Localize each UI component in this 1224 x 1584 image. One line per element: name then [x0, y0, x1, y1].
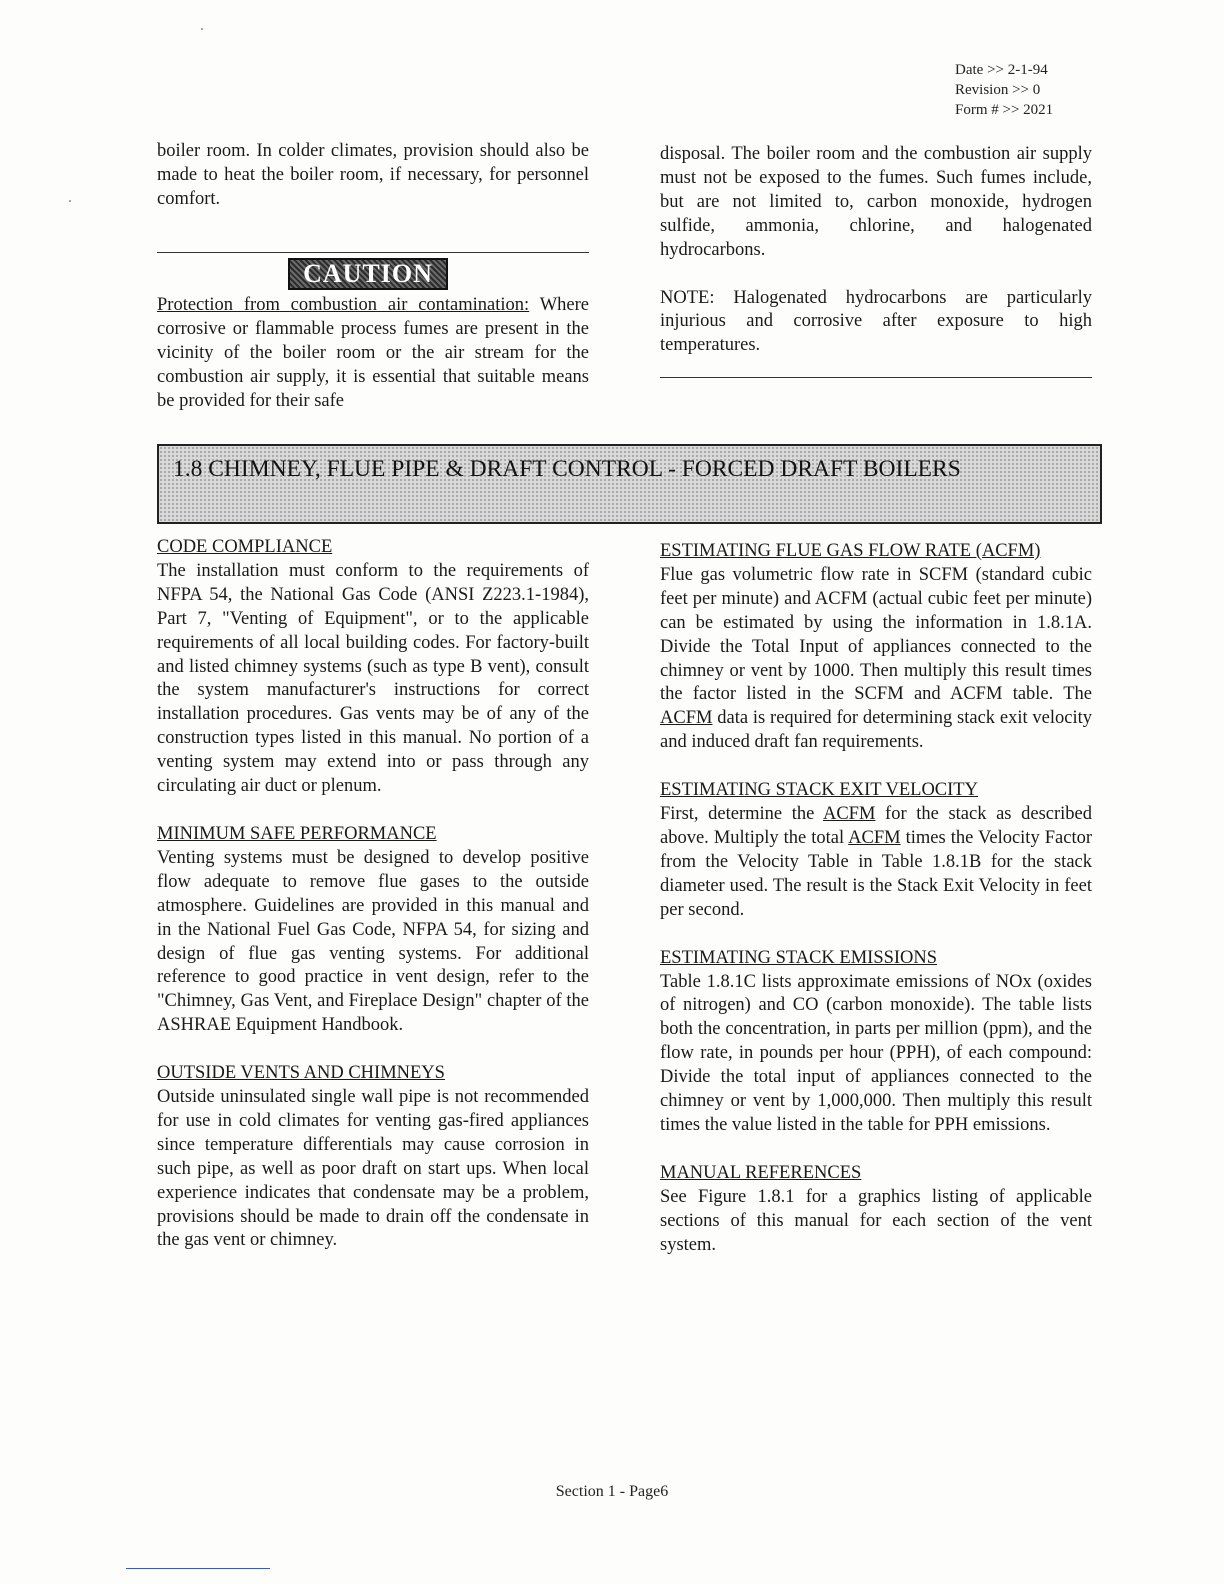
fumes-paragraph: disposal. The boiler room and the combustion air supply must not be exposed to the fumes. Such fumes include, but are not limited to, carbon monoxide, hydrogen sulfide, ammonia, chlorine, and halogenated hydrocarbons. — [660, 144, 1092, 260]
caution-body — [157, 294, 589, 414]
caution-heading: Protection from combustion air contamination: — [157, 295, 530, 315]
velocity-text-part2: for the stack as described above. Multiply the total — [660, 804, 1093, 848]
outside-vents-heading: OUTSIDE VENTS AND CHIMNEYS — [157, 1063, 445, 1084]
minimum-safe-performance-text: Venting systems must be designed to develop positive flow adequate to remove flue gases to the outside atmosphere. Guidelines are provided in this manual and in the National Fuel Gas Code, NFPA 54, for sizing and design of flue gas venting systems. For additional reference to good practice in vent design, refer to the "Chimney, Gas Vent, and Fireplace Design" chapter of the ASHRAE Equipment Handbook. — [157, 847, 589, 1036]
flue-gas-flow-heading: ESTIMATING FLUE GAS FLOW RATE (ACFM) — [660, 541, 1041, 561]
top-left-column — [157, 140, 589, 212]
stack-emissions-text: Table 1.8.1C lists approximate emissions of NOx (oxides of nitrogen) and CO (carbon monoxide). The table lists both the concentration, in parts per million (ppm), and the flow rate, in pounds per hour (PPH), of each compound: Divide the total input of appliances connected to the chimney or vent by 1,000,000. Then multiply this result times the value listed in the table for PPH emissions. — [660, 971, 1092, 1135]
stray-blue-line — [126, 1568, 270, 1569]
manual-references-text: See Figure 1.8.1 for a graphics listing of applicable sections of this manual for each section of the vent system. — [660, 1186, 1092, 1255]
stack-exit-velocity-text — [660, 803, 1092, 923]
header-form-number: Form # >> 2021 — [955, 102, 1054, 118]
acfm-term: ACFM — [848, 827, 901, 848]
stack-emissions-heading: ESTIMATING STACK EMISSIONS — [660, 947, 938, 968]
velocity-text-part3: times the Velocity Factor from the Velocity Table in Table 1.8.1B for the stack diameter used. The result is the Stack Exit Velocity in feet per second. — [660, 827, 1092, 920]
section-title: 1.8 CHIMNEY, FLUE PIPE & DRAFT CONTROL - FORCED DRAFT BOILERS — [173, 456, 961, 482]
caution-label: CAUTION — [288, 258, 448, 290]
caution-text: Where corrosive or flammable process fumes are present in the vicinity of the boiler room or the air stream for the combustion air supply, it is essential that suitable means be provided for their safe — [157, 295, 589, 411]
scan-speck — [201, 28, 203, 30]
note-bottom-rule — [660, 377, 1092, 378]
section-banner — [157, 444, 1102, 524]
flue-gas-flow-text-part1: Flue gas volumetric flow rate in SCFM (standard cubic feet per minute) and ACFM (actual cubic feet per minute) can be estimated by using the information in 1.8.1A. Divide the Total Input of appliances connected to the chimney or vent by 1000. Then multiply this result times the factor listed in the SCFM and ACFM table. The — [660, 564, 1092, 705]
caution-top-rule — [157, 252, 589, 253]
right-body-column — [660, 540, 1092, 1257]
acfm-term: ACFM — [822, 804, 876, 825]
velocity-text-part1: First, determine the — [660, 804, 815, 825]
header-revision: Revision >> 0 — [955, 82, 1041, 98]
outside-vents-text: Outside uninsulated single wall pipe is not recommended for use in cold climates for venting gas-fired appliances since temperature differentials may cause corrosion in such pipe, as well as poor draft on start ups. When local experience indicates that condensate may be a problem, provisions should be made to drain off the condensate in the gas vent or chimney. — [157, 1087, 589, 1251]
top-right-column — [660, 143, 1092, 358]
document-header — [955, 60, 1053, 120]
page-footer: Section 1 - Page6 — [555, 1483, 669, 1500]
code-compliance-heading: CODE COMPLIANCE — [157, 537, 333, 557]
halogenated-note: NOTE: Halogenated hydrocarbons are particularly injurious and corrosive after exposure to high temperatures. — [660, 287, 1092, 356]
scan-speck — [69, 200, 71, 202]
header-date: Date >> 2-1-94 — [955, 62, 1048, 78]
manual-references-heading: MANUAL REFERENCES — [660, 1162, 862, 1183]
flue-gas-flow-text — [660, 564, 1092, 755]
boiler-room-paragraph: boiler room. In colder climates, provision should also be made to heat the boiler room, if necessary, for personnel comfort. — [157, 141, 589, 209]
acfm-term: ACFM — [660, 708, 713, 729]
left-body-column — [157, 536, 589, 1253]
minimum-safe-performance-heading: MINIMUM SAFE PERFORMANCE — [157, 823, 437, 844]
flue-gas-flow-text-part2: data is required for determining stack exit velocity and induced draft fan requirements. — [660, 708, 1093, 753]
code-compliance-text: The installation must conform to the requirements of NFPA 54, the National Gas Code (ANSI Z223.1-1984), Part 7, "Venting of Equipment", or to the applicable requirements of all local building codes. For factory-built and listed chimney systems (such as type B vent), consult the system manufacturer's instructions for correct installation procedures. Gas vents may be of any of the construction types listed in this manual. No portion of a venting system may extend into or pass through any circulating air duct or plenum. — [157, 560, 589, 797]
stack-exit-velocity-heading: ESTIMATING STACK EXIT VELOCITY — [660, 780, 978, 801]
